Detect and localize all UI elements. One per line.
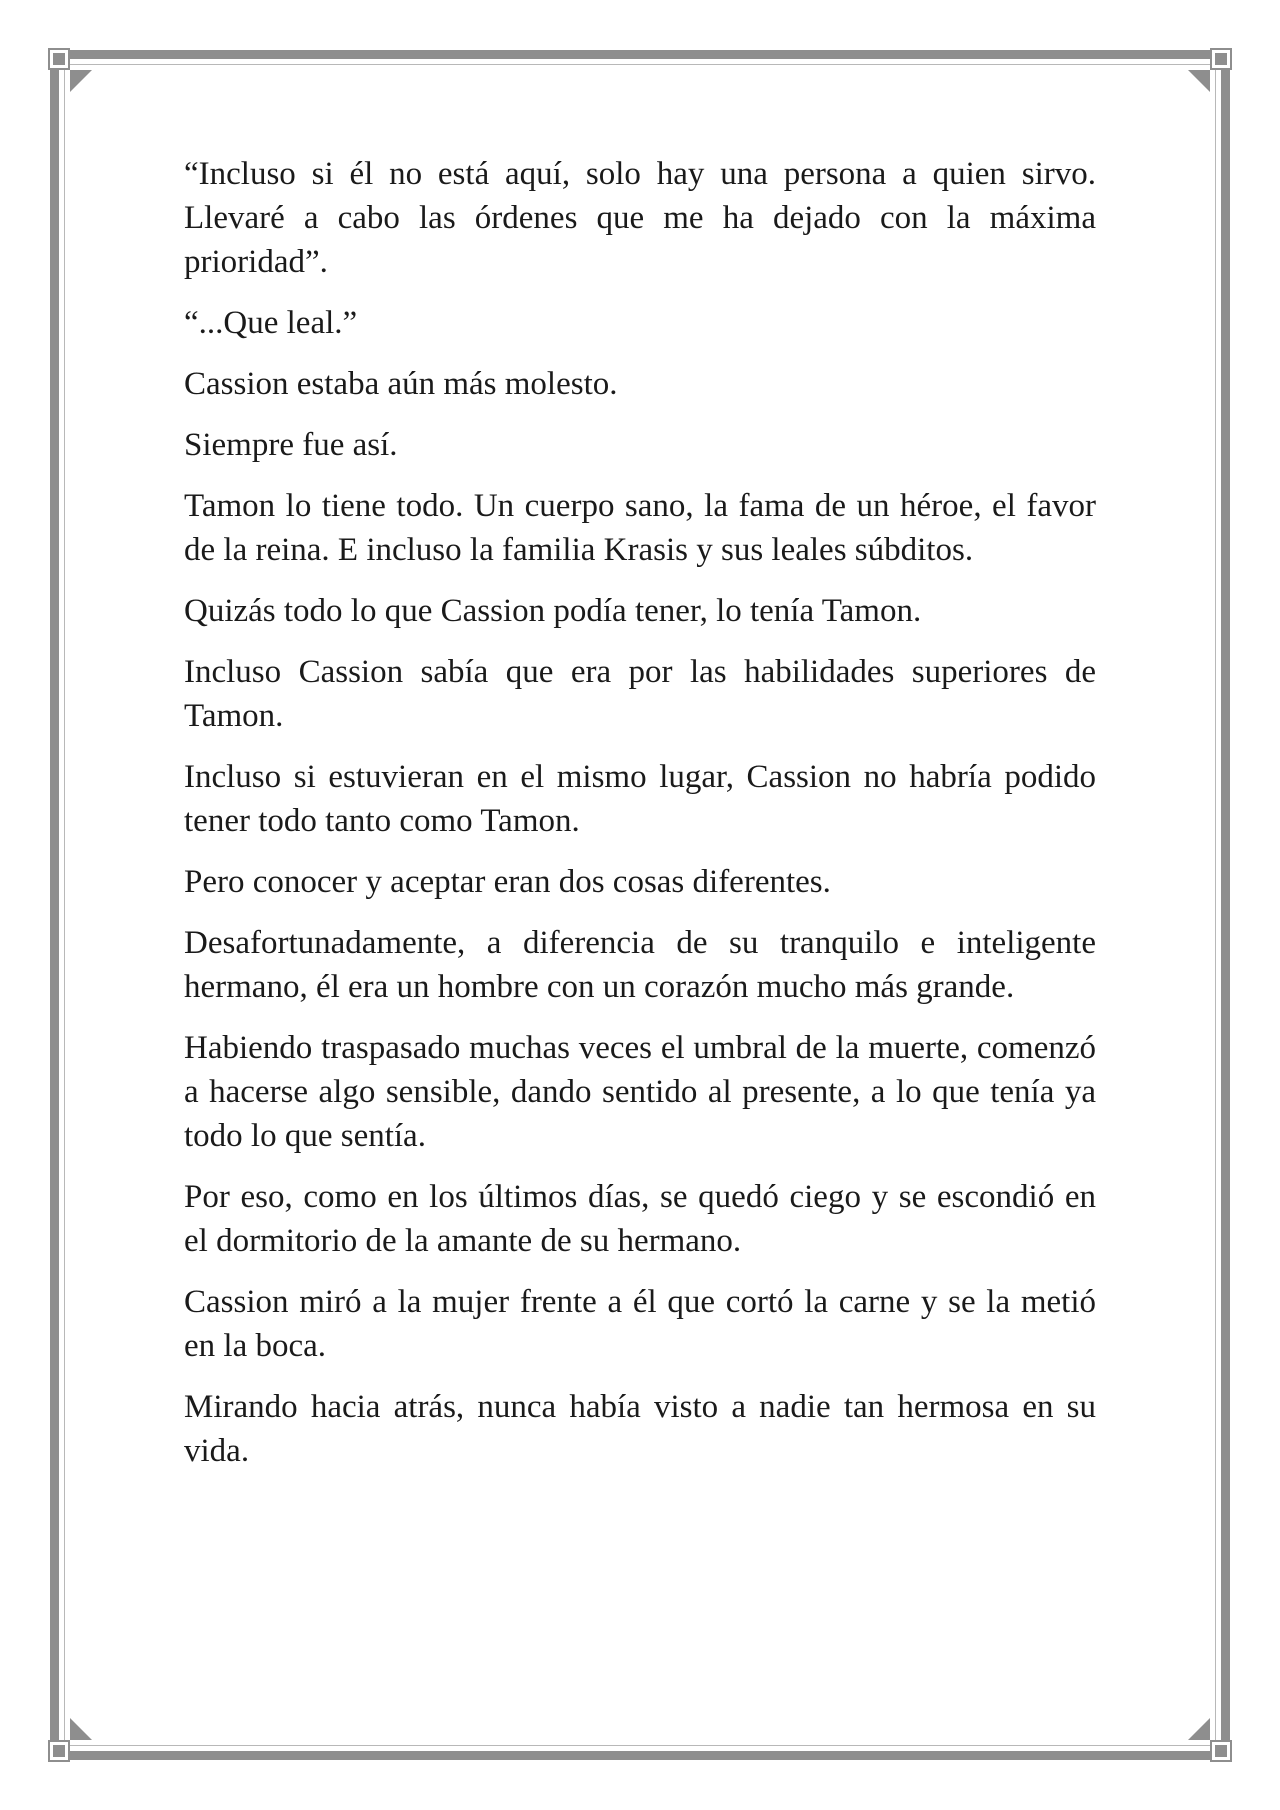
paragraph: Tamon lo tiene todo. Un cuerpo sano, la fama de un héroe, el favor de la reina. E incluso la familia Krasis y sus leales súbditos. — [184, 488, 1096, 568]
corner-triangle-bottom-left — [70, 1718, 92, 1740]
corner-ornament-top-right — [1212, 50, 1230, 68]
paragraph: “Incluso si él no está aquí, solo hay una persona a quien sirvo. Llevaré a cabo las órdenes que me ha dejado con la máxima prioridad”. — [184, 156, 1096, 280]
paragraph: Habiendo traspasado muchas veces el umbral de la muerte, comenzó a hacerse algo sensible, dando sentido al presente, a lo que tenía ya todo lo que sentía. — [184, 1030, 1096, 1154]
paragraph: Quizás todo lo que Cassion podía tener, lo tenía Tamon. — [184, 593, 922, 629]
paragraph: “...Que leal.” — [184, 305, 358, 341]
paragraph: Cassion estaba aún más molesto. — [184, 366, 618, 402]
paragraph: Por eso, como en los últimos días, se quedó ciego y se escondió en el dormitorio de la amante de su hermano. — [184, 1179, 1096, 1259]
paragraph: Incluso si estuvieran en el mismo lugar, Cassion no habría podido tener todo tanto como Tamon. — [184, 759, 1096, 839]
paragraph: Mirando hacia atrás, nunca había visto a nadie tan hermosa en su vida. — [184, 1389, 1096, 1469]
page-body — [184, 152, 1096, 1490]
paragraph: Pero conocer y aceptar eran dos cosas diferentes. — [184, 864, 831, 900]
paragraph: Desafortunadamente, a diferencia de su tranquilo e inteligente hermano, él era un hombre con un corazón mucho más grande. — [184, 925, 1096, 1005]
corner-triangle-bottom-right — [1188, 1718, 1210, 1740]
paragraph: Incluso Cassion sabía que era por las habilidades superiores de Tamon. — [184, 654, 1096, 734]
paragraph: Cassion miró a la mujer frente a él que cortó la carne y se la metió en la boca. — [184, 1284, 1096, 1364]
corner-ornament-bottom-right — [1212, 1742, 1230, 1760]
corner-triangle-top-left — [70, 70, 92, 92]
paragraph: Siempre fue así. — [184, 427, 398, 463]
corner-triangle-top-right — [1188, 70, 1210, 92]
corner-ornament-top-left — [50, 50, 68, 68]
corner-ornament-bottom-left — [50, 1742, 68, 1760]
